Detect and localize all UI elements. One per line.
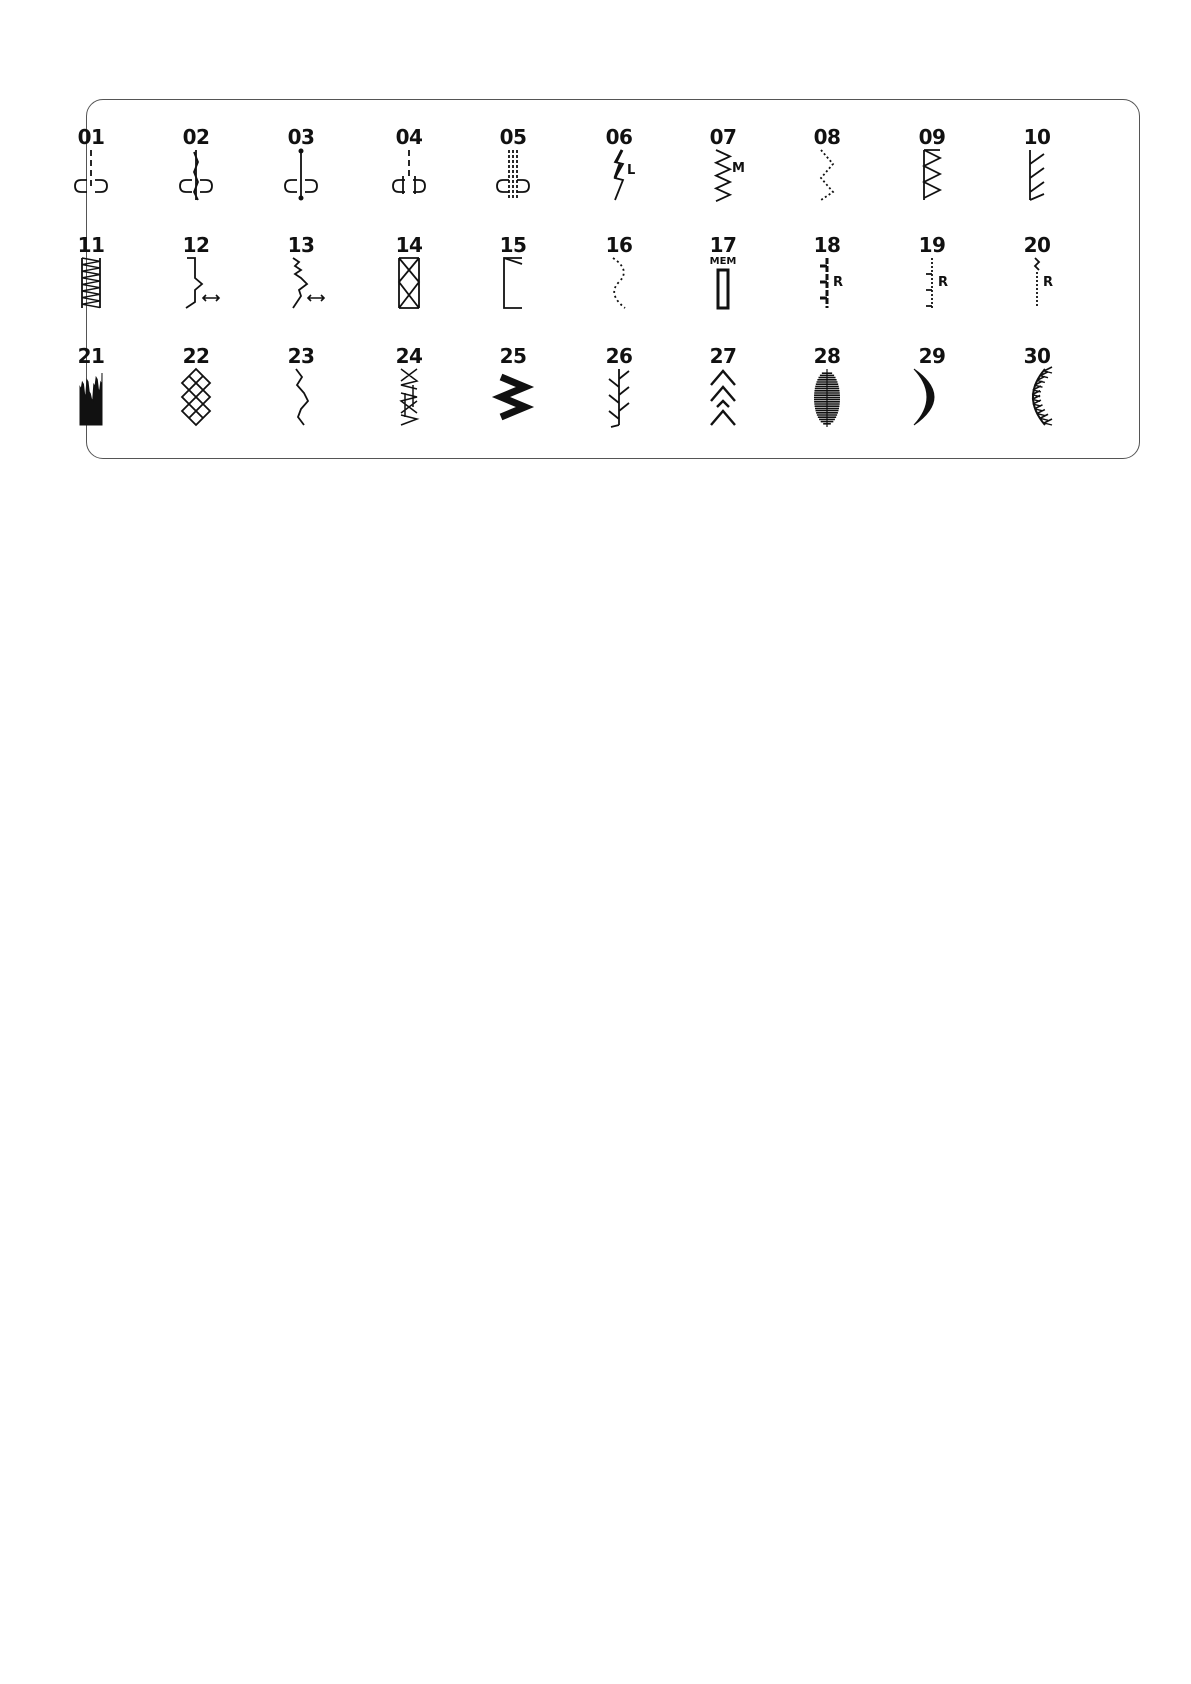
double-overlock-icon: [359, 256, 459, 322]
stitch-18: [777, 234, 877, 334]
stitch-13: [251, 234, 351, 334]
stitch-28: [777, 345, 877, 445]
stitch-number: 12: [182, 233, 210, 257]
stitch-10: [987, 126, 1087, 226]
stitch-chart-panel: [77, 99, 1140, 459]
darning-reverse-icon: [882, 256, 982, 322]
buttonhole-stitch-icon: [673, 256, 773, 322]
decorative-link-icon: [359, 367, 459, 433]
stitch-number: 21: [77, 344, 105, 368]
diamond-lattice-icon: [146, 367, 246, 433]
stitch-14: [359, 234, 459, 334]
stitch-08: [777, 126, 877, 226]
stitch-number: 29: [918, 344, 946, 368]
stitch-29: [882, 345, 982, 445]
stitch-tag: R: [833, 275, 844, 290]
blind-hem-stitch-icon: [987, 148, 1087, 214]
long-stitch-icon: [569, 148, 669, 214]
stitch-06: [569, 126, 669, 226]
stitch-number: 14: [395, 233, 423, 257]
satin-oval-leaf-icon: [777, 367, 877, 433]
stitch-number: 26: [605, 344, 633, 368]
feather-branch-icon: [569, 367, 669, 433]
straight-left-stitch-icon: [41, 148, 141, 214]
stitch-number: 17: [709, 233, 737, 257]
stitch-07: [673, 126, 773, 226]
zigzag-reverse-icon: [987, 256, 1087, 322]
stitch-number: 22: [182, 344, 210, 368]
stitch-number: 01: [77, 125, 105, 149]
elastic-blind-hem-icon: [251, 256, 351, 322]
stitch-number: 03: [287, 125, 315, 149]
blind-hem-adjustable-icon: [146, 256, 246, 322]
stitch-25: [463, 345, 563, 445]
stitch-17: [673, 234, 773, 334]
serpentine-stitch-icon: [569, 256, 669, 322]
stitch-21: [41, 345, 141, 445]
stitch-30: [987, 345, 1087, 445]
stitch-19: [882, 234, 982, 334]
satin-fringe-icon: [41, 367, 141, 433]
stitch-number: 18: [813, 233, 841, 257]
smocking-wave-icon: [251, 367, 351, 433]
stitch-number: 28: [813, 344, 841, 368]
stitch-number: 15: [499, 233, 527, 257]
stitch-20: [987, 234, 1087, 334]
triple-straight-stitch-icon: [463, 148, 563, 214]
straight-auto-lock-stitch-icon: [359, 148, 459, 214]
stitch-02: [146, 126, 246, 226]
stitch-tag: R: [938, 275, 949, 290]
stitch-01: [41, 126, 141, 226]
stitch-number: 23: [287, 344, 315, 368]
stitch-tag: MEM: [709, 256, 737, 267]
stitch-22: [146, 345, 246, 445]
stitch-27: [673, 345, 773, 445]
stitch-number: 02: [182, 125, 210, 149]
stitch-number: 10: [1023, 125, 1051, 149]
stitch-number: 30: [1023, 344, 1051, 368]
leaf-spray-icon: [987, 367, 1087, 433]
stitch-tag: M: [732, 161, 745, 176]
square-wave-stitch-icon: [463, 256, 563, 322]
stitch-number: 07: [709, 125, 737, 149]
stitch-tag: R: [1043, 275, 1054, 290]
stitch-number: 19: [918, 233, 946, 257]
stitch-number: 16: [605, 233, 633, 257]
stitch-16: [569, 234, 669, 334]
stitch-05: [463, 126, 563, 226]
stitch-number: 09: [918, 125, 946, 149]
zigzag-memory-stitch-icon: [673, 148, 773, 214]
triple-zigzag-icon: [41, 256, 141, 322]
stitch-number: 25: [499, 344, 527, 368]
overcast-stitch-icon: [882, 148, 982, 214]
stitch-03: [251, 126, 351, 226]
straight-lock-stitch-icon: [251, 148, 351, 214]
stitch-number: 08: [813, 125, 841, 149]
stitch-09: [882, 126, 982, 226]
stitch-number: 27: [709, 344, 737, 368]
stitch-number: 06: [605, 125, 633, 149]
stitch-04: [359, 126, 459, 226]
stitch-number: 04: [395, 125, 423, 149]
stitch-number: 24: [395, 344, 423, 368]
stitch-number: 13: [287, 233, 315, 257]
straight-middle-stitch-icon: [146, 148, 246, 214]
stitch-11: [41, 234, 141, 334]
stitch-number: 20: [1023, 233, 1051, 257]
satin-zigzag-w-icon: [463, 367, 563, 433]
stitch-15: [463, 234, 563, 334]
satin-crescent-icon: [882, 367, 982, 433]
three-step-zigzag-icon: [777, 148, 877, 214]
stitch-tag: L: [627, 163, 636, 178]
stitch-number: 05: [499, 125, 527, 149]
bar-tack-reverse-icon: [777, 256, 877, 322]
stitch-23: [251, 345, 351, 445]
stitch-26: [569, 345, 669, 445]
stitch-12: [146, 234, 246, 334]
arrowhead-chevron-icon: [673, 367, 773, 433]
stitch-number: 11: [77, 233, 105, 257]
stitch-24: [359, 345, 459, 445]
